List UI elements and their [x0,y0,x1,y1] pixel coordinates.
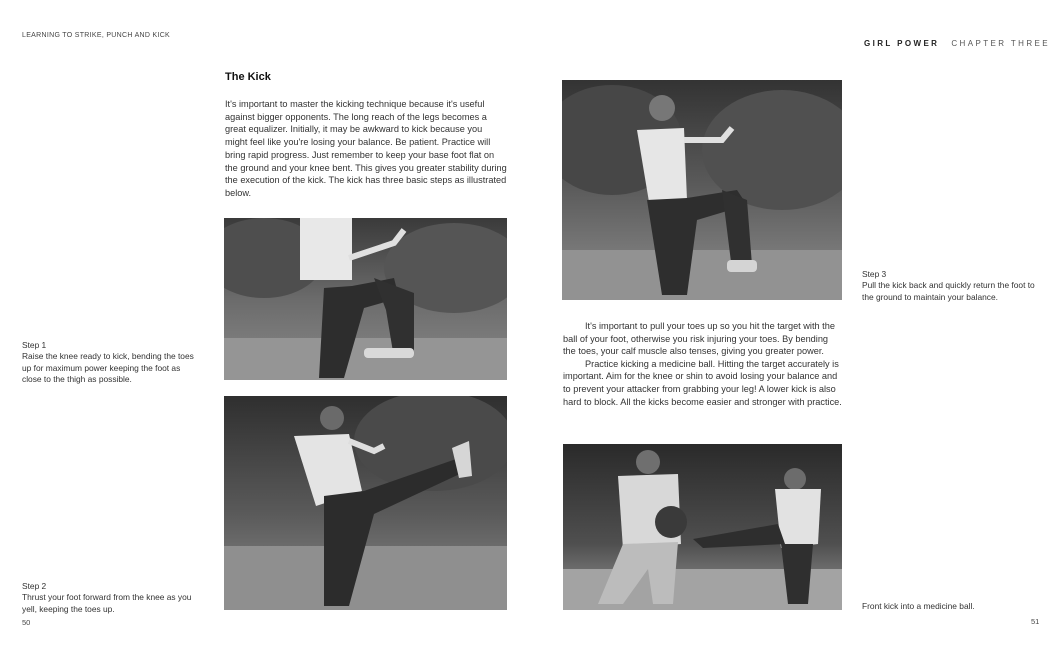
photo-caption-medicine-ball: Front kick into a medicine ball. [862,601,975,611]
step-2-text: Thrust your foot forward from the knee as you yell, keeping the toes up. [22,592,192,614]
body-text-right [563,320,843,408]
step-1-caption [22,340,202,385]
step-2-caption [22,581,207,615]
photo-step-2-kick-extension [224,396,507,610]
running-head-right [864,39,1050,48]
step-3-caption [862,269,1042,303]
page-number-right: 51 [1031,617,1040,626]
photo-step-3-retract [562,80,842,300]
book-title: GIRL POWER [863,39,940,48]
running-head-left: LEARNING TO STRIKE, PUNCH AND KICK [22,32,171,39]
photo-medicine-ball-kick [563,444,842,610]
step-3-text: Pull the kick back and quickly return the foot to the ground to maintain your balance. [862,280,1035,302]
page-number-left: 50 [22,618,31,627]
paragraph-toes: It's important to pull your toes up so you hit the target with the ball of your foot, otherwise you risk injuring your toes. By bending the toes, your calf muscle also tenses, giving you greater power. [563,321,835,357]
step-1-label: Step 1 [22,340,47,350]
step-2-label: Step 2 [22,581,47,591]
section-title: The Kick [225,71,271,83]
step-3-label: Step 3 [862,269,887,279]
chapter-label: CHAPTER THREE [951,39,1050,48]
photo-step-1-knee-raise [224,218,507,380]
step-1-text: Raise the knee ready to kick, bending the toes up for maximum power keeping the foot as close to the thigh as possible. [22,351,194,384]
paragraph-medicine-ball: Practice kicking a medicine ball. Hitting the target accurately is important. Aim for the knee or shin to avoid losing your balance and to prevent your attacker from grabbing your leg! A lower kick is also hard to block. All the kicks become easier and stronger with practice. [563,358,842,407]
intro-paragraph: It's important to master the kicking technique because it's useful against bigger opponents. The long reach of the legs becomes a great equalizer. Initially, it may be awkward to kick because you might feel like you're losing your balance. Be patient. Practice will bring rapid progress. Just remember to keep your base foot flat on the ground and your knee bent. This gives you greater stability during the execution of the kick. The kick has three basic steps as illustrated below. [225,99,507,198]
